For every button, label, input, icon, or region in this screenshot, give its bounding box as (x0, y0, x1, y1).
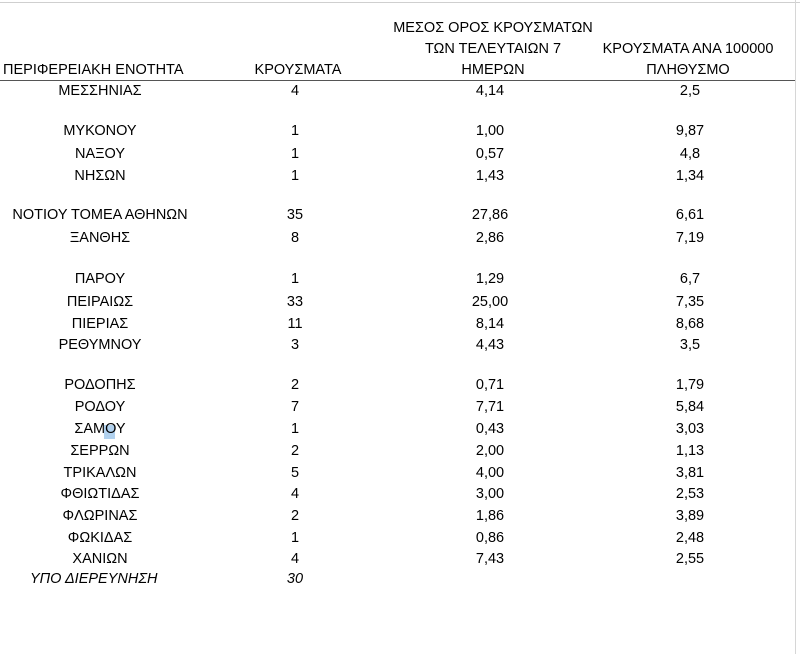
cell-per: 2,53 (675, 486, 705, 502)
cell-region: ΡΟΔΟΠΗΣ (64, 377, 136, 393)
cell-per: 3,89 (675, 508, 705, 524)
cell-per: 8,68 (675, 316, 705, 332)
table-row (0, 374, 795, 396)
right-border (795, 0, 796, 654)
cell-avg: 1,43 (475, 168, 505, 184)
cell-avg: 27,86 (471, 207, 509, 223)
cell-cases: 4 (290, 486, 300, 502)
cell-per: 6,61 (675, 207, 705, 223)
cell-region: ΡΟΔΟΥ (74, 399, 126, 415)
cell-cases: 1 (290, 146, 300, 162)
cell-cases: 8 (290, 230, 300, 246)
cell-avg: 3,00 (475, 486, 505, 502)
cell-per: 7,19 (675, 230, 705, 246)
cell-avg: 7,71 (475, 399, 505, 415)
cell-cases: 33 (286, 294, 304, 310)
cell-cases: 35 (286, 207, 304, 223)
header-average (388, 18, 598, 81)
cell-cases: 1 (290, 168, 300, 184)
cell-per: 4,8 (679, 146, 701, 162)
cell-cases: 2 (290, 508, 300, 524)
cell-avg: 2,86 (475, 230, 505, 246)
header-cases: ΚΡΟΥΣΜΑΤΑ (254, 62, 342, 78)
cell-cases: 2 (290, 443, 300, 459)
cell-avg: 1,00 (475, 123, 505, 139)
table-row (0, 268, 795, 290)
cell-per: 1,13 (675, 443, 705, 459)
cell-per: 2,55 (675, 551, 705, 567)
cell-cases: 1 (290, 530, 300, 546)
cell-per: 6,7 (679, 271, 701, 287)
table-row (0, 440, 795, 462)
cell-avg: 0,71 (475, 377, 505, 393)
cell-cases: 1 (290, 271, 300, 287)
cell-per: 9,87 (675, 123, 705, 139)
cell-avg: 2,00 (475, 443, 505, 459)
cell-cases: 7 (290, 399, 300, 415)
cell-cases: 1 (290, 421, 300, 437)
top-border (0, 2, 800, 3)
cell-region: ΝΑΞΟΥ (74, 146, 126, 162)
table-row (0, 204, 795, 226)
cell-per: 3,81 (675, 465, 705, 481)
footer-cases: 30 (286, 571, 304, 587)
table-footer-row (0, 568, 795, 590)
cell-region: ΦΛΩΡΙΝΑΣ (62, 508, 138, 524)
cell-region: ΠΙΕΡΙΑΣ (71, 316, 129, 332)
table-row (0, 483, 795, 505)
header-average-line-1: ΜΕΣΟΣ ΟΡΟΣ ΚΡΟΥΣΜΑΤΩΝ (393, 20, 593, 36)
table-row (0, 396, 795, 418)
header-average-line-3: ΗΜΕΡΩΝ (461, 62, 525, 78)
cell-region: ΤΡΙΚΑΛΩΝ (63, 465, 137, 481)
header-per-line-1: ΚΡΟΥΣΜΑΤΑ ΑΝΑ 100000 (602, 41, 774, 57)
cell-avg: 0,86 (475, 530, 505, 546)
cell-avg: 1,29 (475, 271, 505, 287)
table-row (0, 418, 795, 440)
cell-region: ΝΟΤΙΟΥ ΤΟΜΕΑ ΑΘΗΝΩΝ (12, 207, 188, 223)
cell-region: ΠΑΡΟΥ (74, 271, 126, 287)
cell-per: 2,48 (675, 530, 705, 546)
cell-region: ΜΕΣΣΗΝΙΑΣ (58, 83, 142, 99)
cell-avg: 7,43 (475, 551, 505, 567)
cell-avg: 1,86 (475, 508, 505, 524)
header-average-line-2: ΤΩΝ ΤΕΛΕΥΤΑΙΩΝ 7 (424, 41, 562, 57)
cell-avg: 4,43 (475, 337, 505, 353)
header-per-100000 (588, 39, 788, 81)
cell-cases: 3 (290, 337, 300, 353)
cell-avg: 0,57 (475, 146, 505, 162)
cell-region: ΞΑΝΘΗΣ (69, 230, 131, 246)
cell-region: ΠΕΙΡΑΙΩΣ (66, 294, 134, 310)
table-row (0, 143, 795, 165)
cell-region: ΝΗΣΩΝ (74, 168, 126, 184)
header-region: ΠΕΡΙΦΕΡΕΙΑΚΗ ΕΝΟΤΗΤΑ (3, 62, 184, 78)
table-row (0, 120, 795, 142)
cell-per: 7,35 (675, 294, 705, 310)
cell-region: ΧΑΝΙΩΝ (72, 551, 128, 567)
cell-region: ΦΘΙΩΤΙΔΑΣ (60, 486, 140, 502)
cell-region: ΡΕΘΥΜΝΟΥ (58, 337, 142, 353)
cell-per: 3,03 (675, 421, 705, 437)
table-row (0, 165, 795, 187)
cell-per: 5,84 (675, 399, 705, 415)
table-row (0, 505, 795, 527)
cell-cases: 11 (287, 316, 303, 332)
cell-region: ΦΩΚΙΔΑΣ (67, 530, 133, 546)
table-row (0, 227, 795, 249)
cell-cases: 5 (290, 465, 300, 481)
cell-cases: 4 (290, 83, 300, 99)
cell-avg: 4,00 (475, 465, 505, 481)
cell-per: 3,5 (679, 337, 701, 353)
cell-cases: 1 (290, 123, 300, 139)
cell-avg: 25,00 (471, 294, 509, 310)
table-row (0, 548, 795, 570)
header-per-line-2: ΠΛΗΘΥΣΜΟ (646, 62, 730, 78)
table-row (0, 313, 795, 335)
cell-per: 1,34 (675, 168, 705, 184)
cell-cases: 2 (290, 377, 300, 393)
cell-per: 1,79 (675, 377, 705, 393)
cell-avg: 8,14 (475, 316, 505, 332)
table-row (0, 80, 795, 102)
cell-per: 2,5 (679, 83, 701, 99)
cell-avg: 0,43 (475, 421, 505, 437)
cell-avg: 4,14 (475, 83, 505, 99)
cell-cases: 4 (290, 551, 300, 567)
table-row (0, 291, 795, 313)
footer-label: ΥΠΟ ΔΙΕΡΕΥΝΗΣΗ (30, 571, 158, 587)
cell-region: ΣΕΡΡΩΝ (70, 443, 130, 459)
table-row (0, 462, 795, 484)
cell-region: ΣΑΜΟΥ (74, 421, 126, 437)
table-row (0, 334, 795, 356)
table-row (0, 527, 795, 549)
cell-region: ΜΥΚΟΝΟΥ (63, 123, 137, 139)
